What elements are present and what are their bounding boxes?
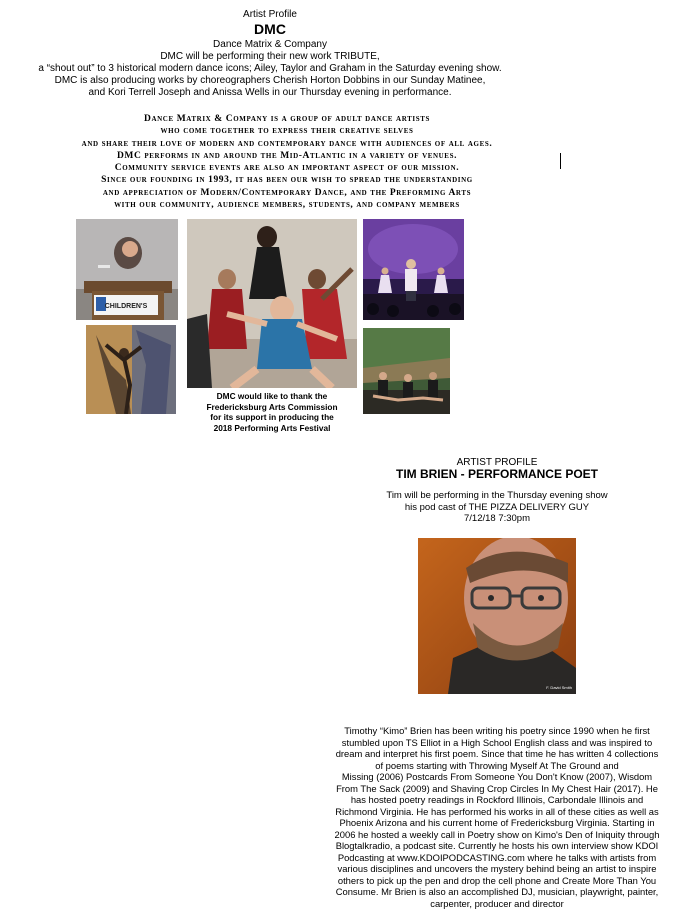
thanks-line: Fredericksburg Arts Commission bbox=[206, 401, 338, 412]
bio-line: From The Sack (2009) and Shaving Crop Circles In My Chest Hair (2017). He bbox=[336, 782, 658, 794]
bio-line: Timothy “Kimo” Brien has been writing his poetry since 1990 when he first bbox=[344, 725, 650, 736]
mission-line: Community service events are also an important aspect of our mission. bbox=[114, 163, 460, 174]
mission-line: and appreciation of Modern/Contemporary Dance, and the Preforming Arts bbox=[102, 187, 472, 198]
bio-line: 2006 he hosted a weekly call in Poetry show on Kimo's Den of Iniquity through bbox=[334, 828, 660, 840]
bio-line: Richmond Virginia. He has performed his works in all of these cities as well as bbox=[335, 805, 659, 817]
dmc-title: DMC bbox=[254, 21, 286, 37]
podium-sign-text: CHILDREN'S bbox=[104, 303, 148, 310]
photo-solo-dancer bbox=[86, 325, 176, 414]
photo-dance-group bbox=[187, 219, 357, 388]
dmc-intro-line: and Kori Terrell Joseph and Anissa Wells in our Thursday evening in performance. bbox=[88, 87, 452, 98]
poet-title: TIM BRIEN - PERFORMANCE POET bbox=[395, 467, 598, 481]
mission-line: DMC performs in and around the Mid-Atlantic in a variety of venues. bbox=[116, 150, 458, 161]
thanks-line: for its support in producing the bbox=[210, 412, 334, 422]
photo-stage-performance bbox=[363, 219, 464, 320]
mission-line: Since our founding in 1993, it has been our wish to spread the understanding bbox=[101, 175, 473, 186]
bio-line: Podcasting at www.KDOIPODCASTING.com where he talks with artists from bbox=[337, 851, 657, 863]
poet-info-line: 7/12/18 7:30pm bbox=[463, 513, 531, 524]
dmc-intro-line: a “shout out” to 3 historical modern dance icons; Ailey, Taylor and Graham in the Saturday evening show. bbox=[38, 63, 502, 74]
poet-performance-info bbox=[380, 490, 614, 525]
poet-section-label: ARTIST PROFILE bbox=[456, 457, 538, 468]
poet-info-line: Tim will be performing in the Thursday evening show bbox=[386, 490, 608, 501]
mission-line: with our community, audience members, students, and company members bbox=[114, 200, 460, 211]
bio-line: Phoenix Arizona and his current home of Fredericksburg Virginia. Starting in bbox=[339, 817, 655, 828]
bio-line: of poems starting with Throwing Myself At The Ground and bbox=[375, 759, 619, 771]
bio-line: stumbled upon TS Elliot in a High School English class and was inspired to bbox=[341, 736, 653, 748]
bio-line: various disciplines and uncovers the mystery behind being an artist to inspire bbox=[337, 863, 657, 874]
thanks-line: DMC would like to thank the bbox=[216, 391, 328, 401]
photo-speaker-podium bbox=[76, 219, 178, 320]
dmc-section-label: Artist Profile bbox=[243, 9, 297, 20]
dmc-thanks-note bbox=[187, 391, 357, 433]
bio-line: dream and interpret his first poem. Since that time he has written 4 collections bbox=[335, 748, 659, 759]
bio-line: carpenter, producer and director bbox=[430, 897, 564, 909]
dmc-intro-line: DMC is also producing works by choreographers Cherish Horton Dobbins in our Sunday Matinee, bbox=[54, 75, 486, 86]
dmc-mission-statement bbox=[0, 113, 574, 211]
dmc-intro-line: Dance Matrix & Company bbox=[213, 39, 327, 50]
bio-line: Blogtalkradio, a podcast site. Currently he hosts his own interview show KDOI bbox=[335, 840, 659, 851]
bio-line: others to pick up the pen and drop the cell phone and Create More Than You bbox=[337, 874, 657, 886]
dmc-intro bbox=[0, 39, 540, 99]
photo-outdoor-dancers bbox=[363, 328, 450, 414]
bio-line: Missing (2006) Postcards From Someone You Don't Know (2007), Wisdom bbox=[341, 771, 653, 782]
photo-credit: F. David Smith bbox=[546, 685, 572, 690]
bio-line: Consume. Mr Brien is also an accomplished DJ, musician, playwright, painter, bbox=[335, 886, 659, 897]
mission-line: who come together to express their creative selves bbox=[160, 126, 414, 137]
poet-biography bbox=[334, 725, 660, 909]
photo-poet-portrait bbox=[418, 538, 576, 694]
text-cursor bbox=[560, 153, 561, 169]
poet-info-line: his pod cast of THE PIZZA DELIVERY GUY bbox=[404, 501, 590, 513]
bio-line: has hosted poetry readings in Rockford Illinois, Carbondale Illinois and bbox=[350, 794, 644, 805]
thanks-line: 2018 Performing Arts Festival bbox=[213, 422, 331, 433]
mission-line: Dance Matrix & Company is a group of adult dance artists bbox=[144, 114, 430, 124]
mission-line: and share their love of modern and contemporary dance with audiences of all ages. bbox=[81, 138, 493, 149]
dmc-intro-line: DMC will be performing their new work TRIBUTE, bbox=[160, 51, 380, 62]
